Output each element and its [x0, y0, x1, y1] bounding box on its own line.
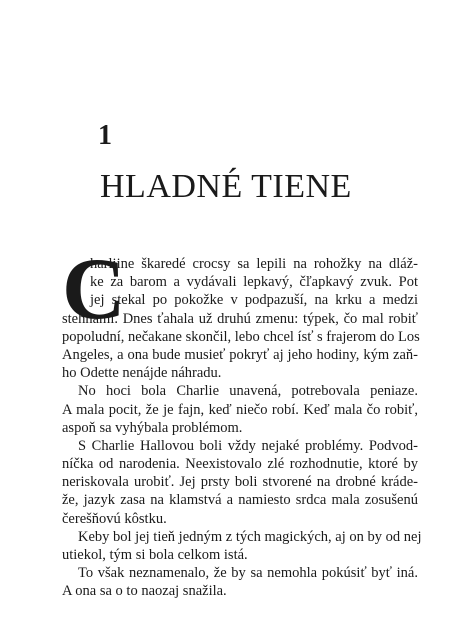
text-line: ke za barom a vydávali lepkavý, čľapkavý zvuk. Pot	[90, 274, 418, 291]
text-line: A mala pocit, že je fajn, keď niečo robí. Keď mala čo robiť,	[62, 401, 418, 418]
text-line: harliine škaredé crocsy sa lepili na rohožky na dláž-	[90, 256, 418, 272]
text-line: stehnami. Dnes ťahala už druhú zmenu: týpek, čo mal robiť	[62, 310, 418, 327]
text-line: aspoň sa vyhýbala problémom.	[62, 419, 243, 436]
text-line: Keby bol jej tieň jedným z tých magických, aj on by od nej	[78, 528, 422, 545]
text-line: že, jazyk zasa na klamstvá a namiesto srdca mala zosušenú	[62, 492, 418, 509]
text-line: níčka od narodenia. Neexistovalo zlé rozhodnutie, ktoré by	[62, 456, 418, 473]
body-text	[62, 241, 422, 601]
text-line: No hoci bola Charlie unavená, potrebovala peniaze.	[78, 383, 418, 400]
drop-cap: C	[62, 241, 126, 338]
text-line: Angeles, a ona bude musieť pokryť aj jeho hodiny, kým zaň-	[62, 346, 418, 363]
chapter-title: HLADNÉ TIENE	[100, 168, 352, 205]
text-line: jej stekal po pokožke v podpazuší, na krku a medzi	[90, 292, 418, 309]
text-line: čerešňovú kôstku.	[62, 510, 167, 527]
text-line: ho Odette nenájde náhradu.	[62, 365, 222, 382]
text-line: To však neznamenalo, že by sa nemohla pokúsiť byť iná.	[78, 565, 418, 582]
chapter-number: 1	[98, 120, 112, 151]
text-line: neriskovala urobiť. Jej prsty boli stvorené na drobné kráde-	[62, 474, 418, 491]
text-line: S Charlie Hallovou boli vždy nejaké problémy. Podvod-	[78, 437, 418, 454]
text-line: utiekol, tým si bola celkom istá.	[62, 547, 248, 563]
text-line: popoludní, nečakane skončil, lebo chcel ísť s frajerom do Los	[62, 328, 420, 345]
text-line: A ona sa o to naozaj snažila.	[62, 583, 227, 600]
